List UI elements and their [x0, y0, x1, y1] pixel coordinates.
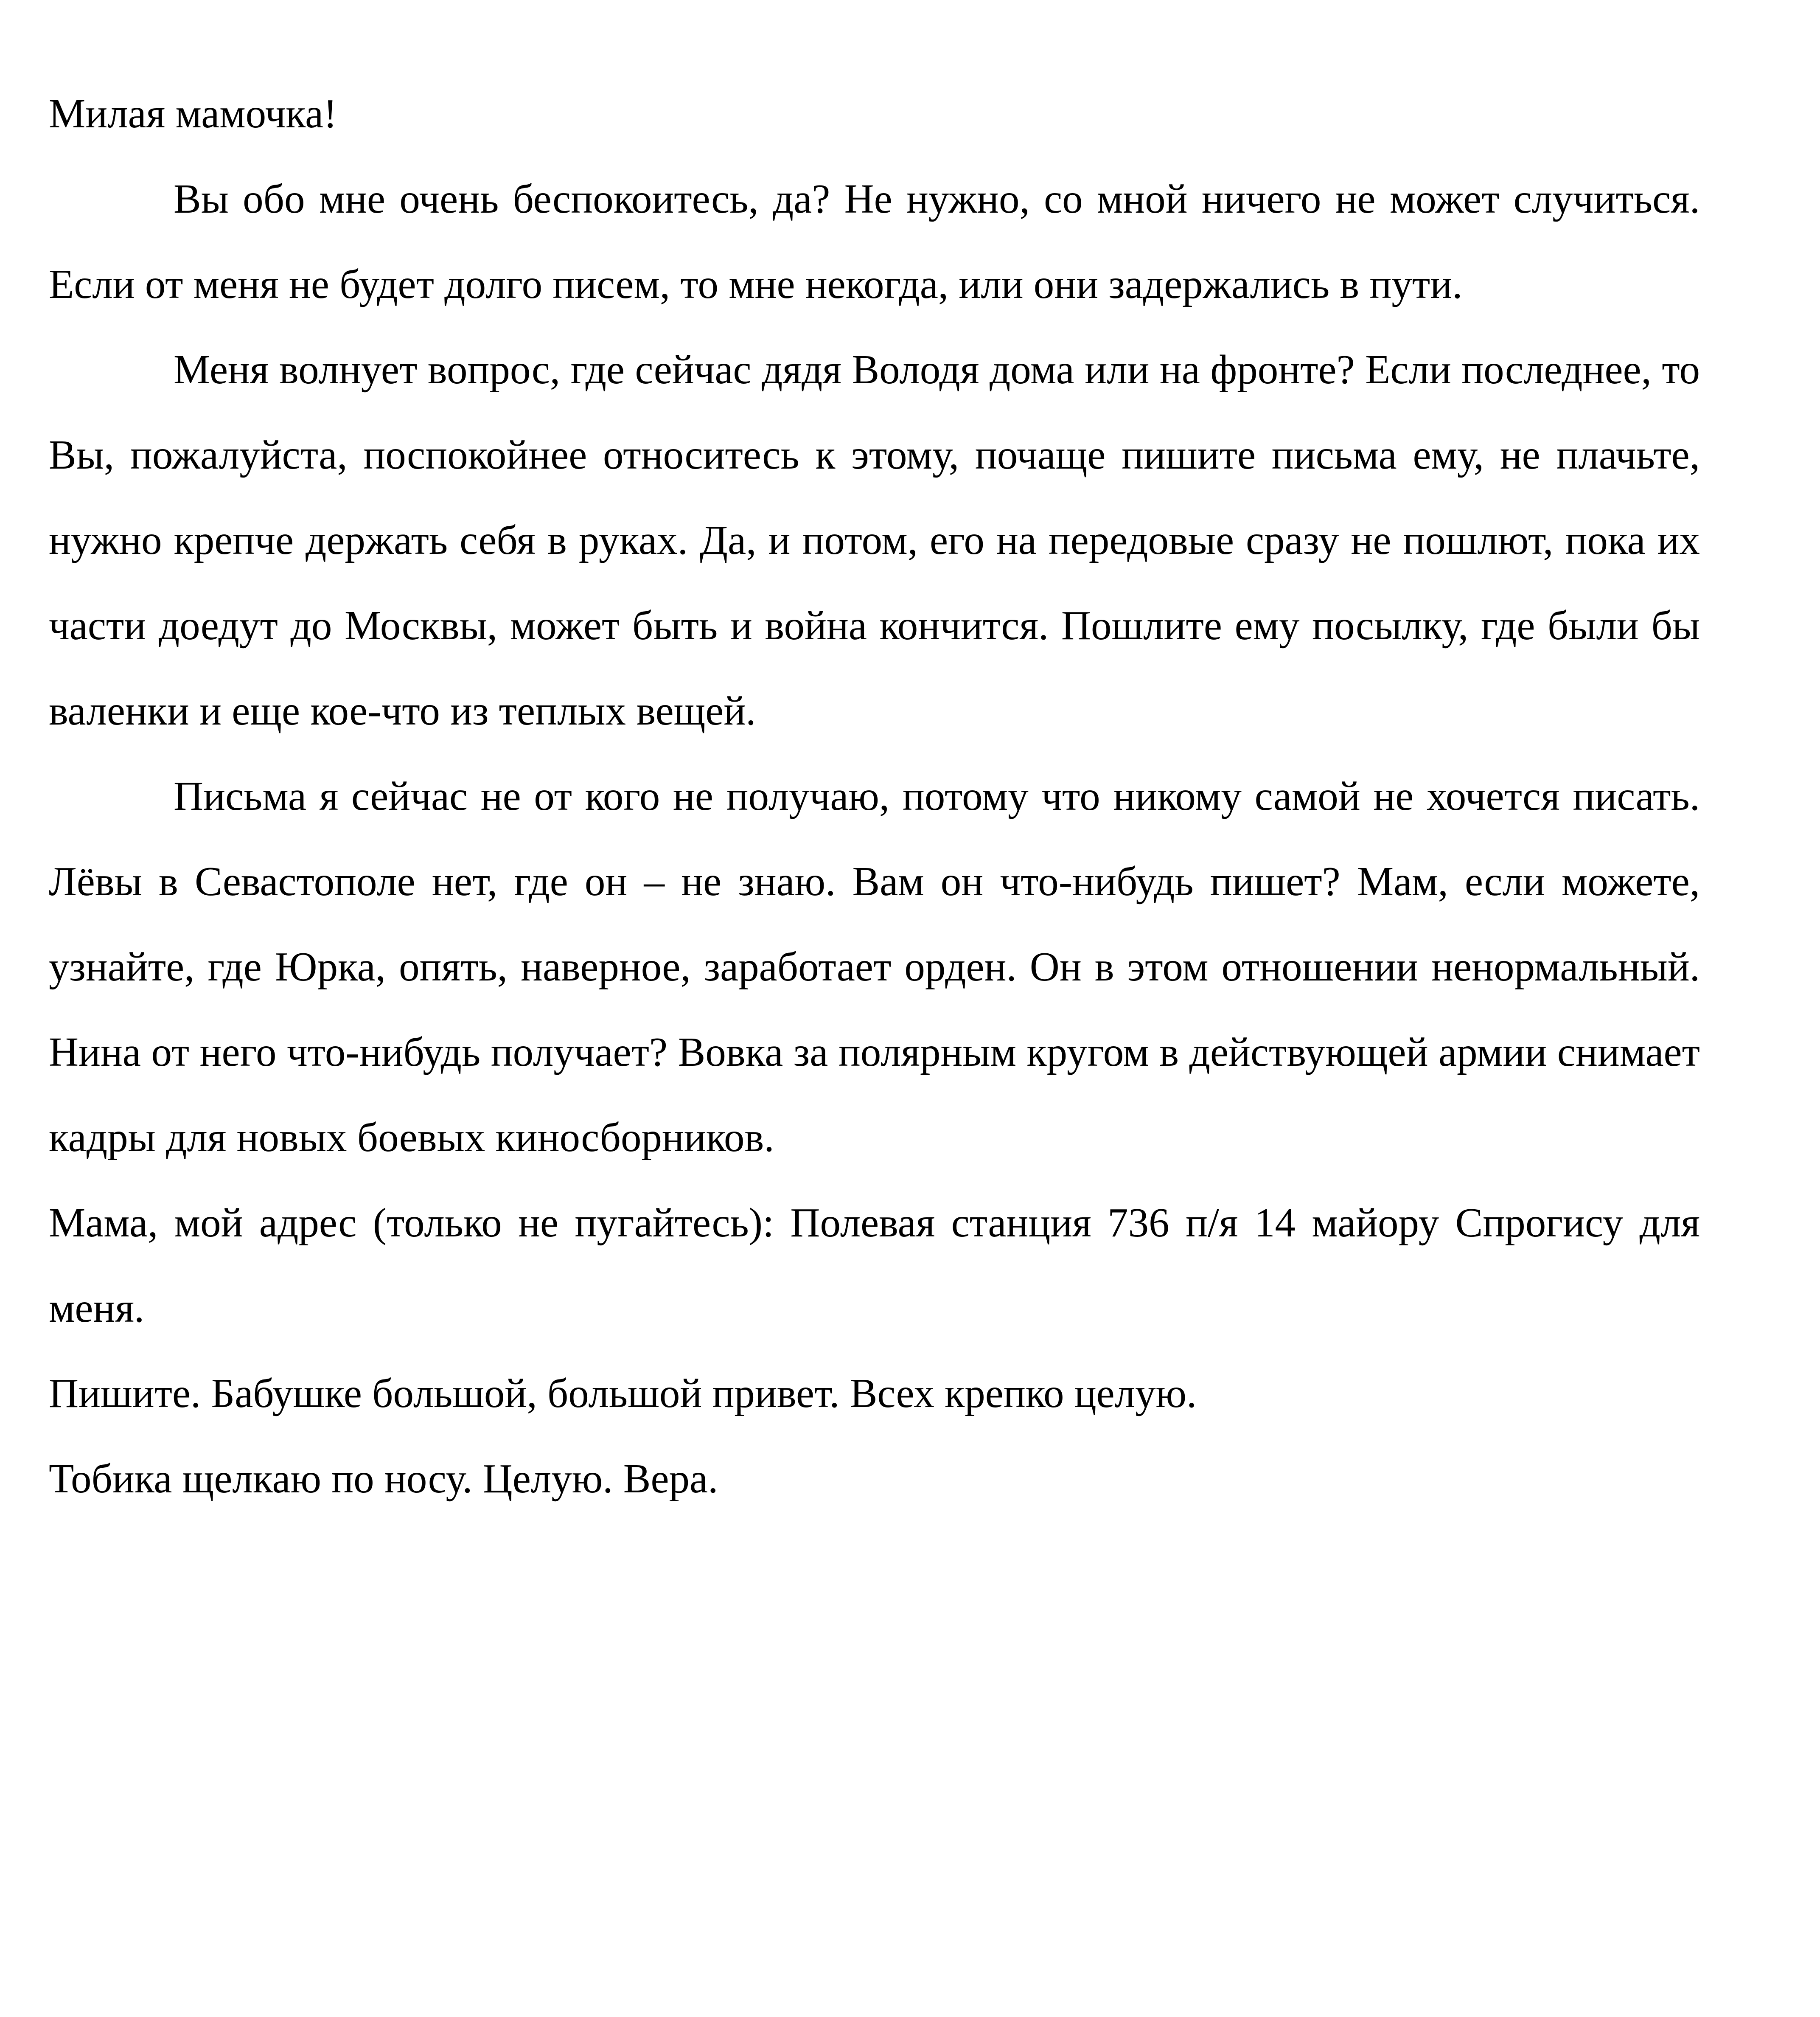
letter-document — [49, 71, 1700, 1521]
letter-paragraph: Меня волнует вопрос, где сейчас дядя Володя дома или на фронте? Если последнее, то Вы, пожалуйста, поспокойнее относитесь к этому, почаще пишите письма ему, не плачьте, нужно крепче держать себя в руках. Да, и потом, его на передовые сразу не пошлют, пока их части доедут до Москвы, может быть и война кончится. Пошлите ему посылку, где были бы валенки и еще кое-что из теплых вещей. — [49, 347, 1700, 733]
letter-greeting: Милая мамочка! — [49, 91, 337, 136]
letter-closing: Пишите. Бабушке большой, большой привет. Всех крепко целую. — [49, 1371, 1197, 1416]
letter-paragraph: Письма я сейчас не от кого не получаю, потому что никому самой не хочется писать. Лёвы в Севастополе нет, где он – не знаю. Вам он что-нибудь пишет? Мам, если можете, узнайте, где Юрка, опять, наверное, заработает орден. Он в этом отношении ненормальный. Нина от него что-нибудь получает? Вовка за полярным кругом в действующей армии снимает кадры для новых боевых киносборников. — [49, 773, 1700, 1160]
letter-paragraph: Вы обо мне очень беспокоитесь, да? Не нужно, со мной ничего не может случиться. Если от меня не будет долго писем, то мне некогда, или они задержались в пути. — [49, 176, 1700, 307]
letter-signature: Тобика щелкаю по носу. Целую. Вера. — [49, 1456, 718, 1501]
letter-address: Мама, мой адрес (только не пугайтесь): Полевая станция 736 п/я 14 майору Спрогису для меня. — [49, 1200, 1700, 1331]
